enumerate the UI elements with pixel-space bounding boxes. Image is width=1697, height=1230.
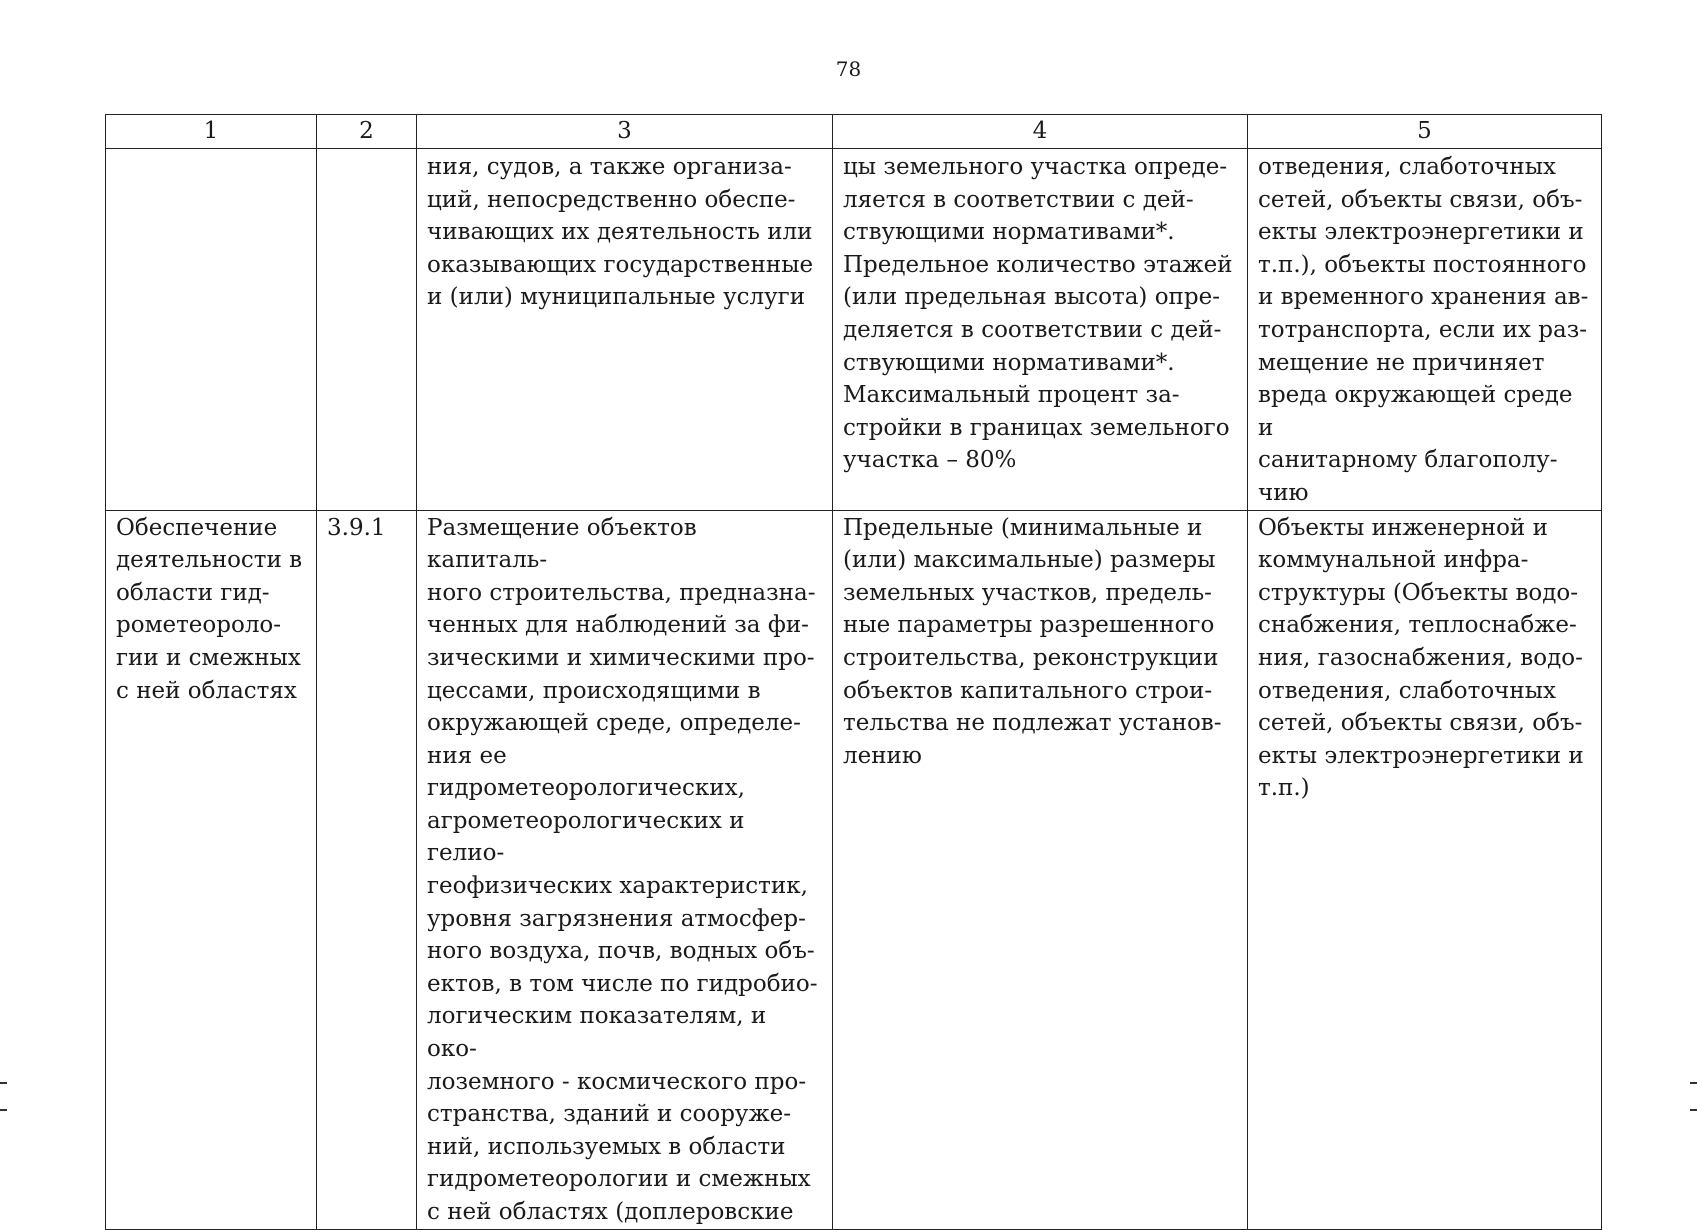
cell-parameters: Предельные (минимальные и (или) максимальные) размеры земельных участков, предель- ные параметры разрешенного строительства, реконструкции объектов капитального строи- тельства не подлежат установ- лению bbox=[833, 510, 1248, 1229]
column-number-5: 5 bbox=[1248, 115, 1602, 149]
cell-auxiliary-uses: отведения, слаботочных сетей, объекты связи, объ- екты электроэнергетики и т.п.), объекты постоянного и временного хранения ав- тотранспорта, если их раз- мещение не причиняет вреда окружающей среде и санитарному благополу- чию bbox=[1248, 149, 1602, 511]
cell-description: Размещение объектов капиталь- ного строительства, предназна- ченных для наблюдений за фи- зическими и химическими про- цессами, происходящими в окружающей среде, определе- ния ее гидрометеорологических, агрометеорологических и гелио- геофизических характеристик, уровня загрязнения атмосфер- ного воздуха, почв, водных объ- ектов, в том числе по гидробио- логическим показателям, и око- лоземного - космического про- странства, зданий и сооруже- ний, используемых в области гидрометеорологии и смежных с ней областях (доплеровские bbox=[417, 510, 833, 1229]
column-number-1: 1 bbox=[106, 115, 317, 149]
page-number: 78 bbox=[835, 57, 862, 81]
scan-edge-mark-right bbox=[1690, 1082, 1697, 1084]
cell-code bbox=[317, 149, 417, 511]
scan-edge-mark-left bbox=[0, 1082, 7, 1084]
scan-edge-mark-right bbox=[1690, 1109, 1697, 1111]
column-number-4: 4 bbox=[833, 115, 1248, 149]
cell-description: ния, судов, а также организа- ций, непосредственно обеспе- чивающих их деятельность или оказывающих государственные и (или) муниципальные услуги bbox=[417, 149, 833, 511]
land-use-table bbox=[105, 114, 1602, 1230]
cell-use-type bbox=[106, 149, 317, 511]
scan-edge-mark-left bbox=[0, 1109, 7, 1111]
column-number-2: 2 bbox=[317, 115, 417, 149]
cell-code: 3.9.1 bbox=[317, 510, 417, 1229]
column-number-3: 3 bbox=[417, 115, 833, 149]
cell-auxiliary-uses: Объекты инженерной и коммунальной инфра- структуры (Объекты водо- снабжения, теплоснабже- ния, газоснабжения, водо- отведения, слаботочных сетей, объекты связи, объ- екты электроэнергетики и т.п.) bbox=[1248, 510, 1602, 1229]
table-row bbox=[106, 510, 1602, 1229]
table-header-row bbox=[106, 115, 1602, 149]
cell-use-type: Обеспечение деятельности в области гид- рометеороло- гии и смежных с ней областях bbox=[106, 510, 317, 1229]
table-row bbox=[106, 149, 1602, 511]
cell-parameters: цы земельного участка опреде- ляется в соответствии с дей- ствующими нормативами*. Предельное количество этажей (или предельная высота) опре- деляется в соответствии с дей- ствующими нормативами*. Максимальный процент за- стройки в границах земельного участка – 80% bbox=[833, 149, 1248, 511]
